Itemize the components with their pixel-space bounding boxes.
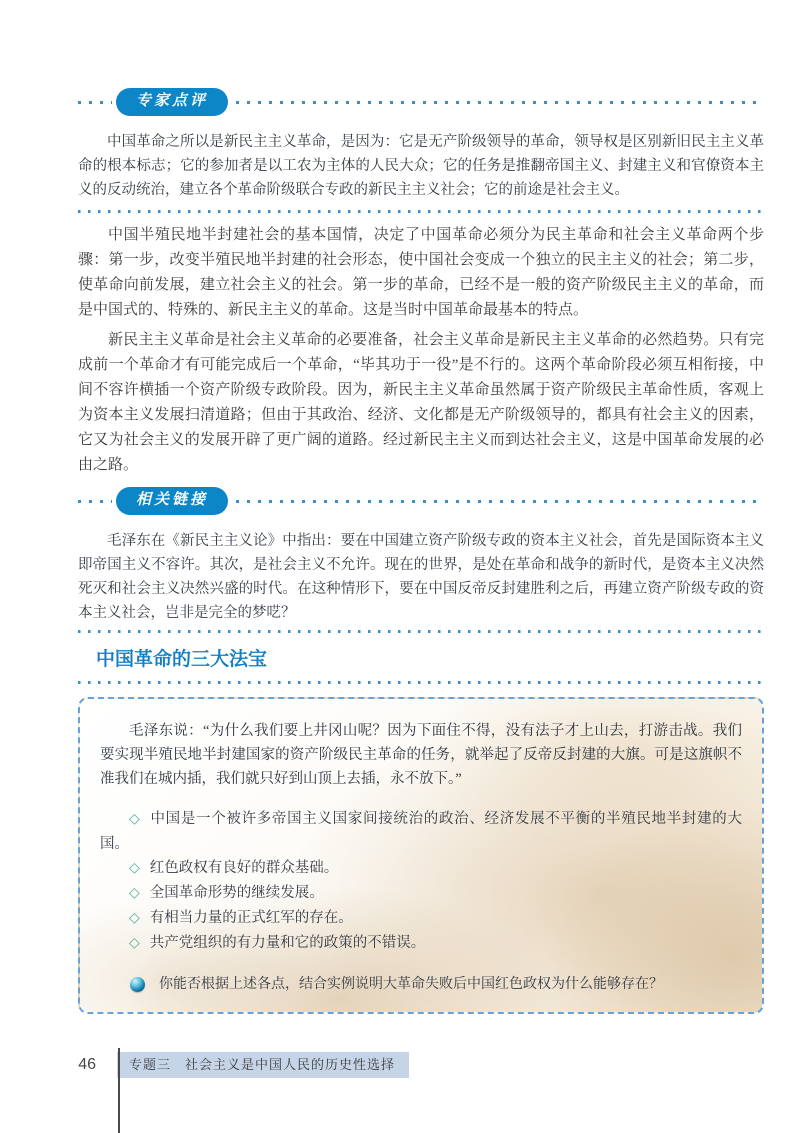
diamond-icon: ◇ (129, 911, 140, 926)
list-item (100, 931, 742, 956)
question-text: 你能否根据上述各点，结合实例说明大革命失败后中国红色政权为什么能够存在？ (159, 977, 663, 992)
diamond-icon: ◇ (129, 886, 140, 901)
list-item-text: 全国革命形势的继续发展。 (149, 885, 324, 901)
list-item-text: 有相当力量的正式红军的存在。 (149, 910, 353, 926)
activity-question (100, 973, 742, 996)
list-item (100, 807, 742, 856)
diamond-icon: ◇ (129, 812, 141, 827)
dotted-divider (78, 630, 764, 633)
chapter-title: 专题三 社会主义是中国人民的历史性选择 (117, 1052, 409, 1078)
activity-box (78, 697, 764, 1014)
footer-divider (118, 1048, 120, 1133)
page-number: 46 (78, 1056, 96, 1073)
diamond-icon: ◇ (129, 936, 140, 951)
diamond-icon: ◇ (129, 861, 140, 876)
page-footer (0, 1052, 800, 1078)
list-item (100, 881, 742, 906)
related-link-label: 相关链接 (116, 487, 228, 515)
section-title: 中国革命的三大法宝 (96, 649, 268, 670)
dotted-leader-right (236, 500, 764, 503)
related-link-header (78, 487, 764, 515)
dotted-leader-left (78, 500, 112, 503)
box-quote: 毛泽东说：“为什么我们要上井冈山呢？因为下面住不得，没有法子才上山去，打游击战。我们要实现半殖民地半封建国家的资产阶级民主革命的任务，就举起了反帝反封建的大旗。可是这旗帜不准我们在城内插，我们就只好到山顶上去插，永不放下。” (100, 723, 742, 787)
list-item (100, 906, 742, 931)
dotted-divider (78, 210, 764, 213)
dotted-leader-left (78, 101, 112, 104)
expert-review-header (78, 88, 764, 116)
expert-review-quote: 中国革命之所以是新民主主义革命，是因为：它是无产阶级领导的革命，领导权是区别新旧民主主义革命的根本标志；它的参加者是以工农为主体的人民大众；它的任务是推翻帝国主义、封建主义和官僚资本主义的反动统治，建立各个革命阶级联合专政的新民主主义社会；它的前途是社会主义。 (78, 134, 764, 198)
list-item-text: 共产党组织的有力量和它的政策的不错误。 (149, 935, 426, 951)
list-item-text: 红色政权有良好的群众基础。 (149, 860, 339, 876)
dotted-divider (78, 681, 764, 684)
bullet-list (100, 807, 742, 956)
related-link-text: 毛泽东在《新民主主义论》中指出：要在中国建立资产阶级专政的资本主义社会，首先是国际资本主义即帝国主义不容许。其次，是社会主义不允许。现在的世界，是处在革命和战争的新时代，是资本主义决然死灭和社会主义决然兴盛的时代。在这种情形下，要在中国反帝反封建胜利之后，再建立资产阶级专政的资本主义社会，岂非是完全的梦呓？ (78, 533, 764, 621)
globe-icon (130, 977, 145, 992)
body-paragraph-1: 中国半殖民地半封建社会的基本国情，决定了中国革命必须分为民主革命和社会主义革命两个步骤：第一步，改变半殖民地半封建的社会形态，使中国社会变成一个独立的民主主义的社会；第二步，使革命向前发展，建立社会主义的社会。第一步的革命，已经不是一般的资产阶级民主主义的革命，而是中国式的、特殊的、新民主主义的革命。这是当时中国革命最基本的特点。 (78, 227, 764, 318)
body-paragraph-2: 新民主主义革命是社会主义革命的必要准备，社会主义革命是新民主主义革命的必然趋势。只有完成前一个革命才有可能完成后一个革命，“毕其功于一役”是不行的。这两个革命阶段必须互相衔接，中间不容许横插一个资产阶级专政阶段。因为，新民主主义革命虽然属于资产阶级民主革命性质，客观上为资本主义发展扫清道路；但由于其政治、经济、文化都是无产阶级领导的，都具有社会主义的因素，它又为社会主义的发展开辟了更广阔的道路。经过新民主主义而到达社会主义，这是中国革命发展的必由之路。 (78, 332, 764, 473)
dotted-leader-right (236, 101, 764, 104)
expert-review-label: 专家点评 (116, 88, 228, 116)
list-item-text: 中国是一个被许多帝国主义国家间接统治的政治、经济发展不平衡的半殖民地半封建的大国。 (100, 811, 742, 852)
list-item (100, 856, 742, 881)
